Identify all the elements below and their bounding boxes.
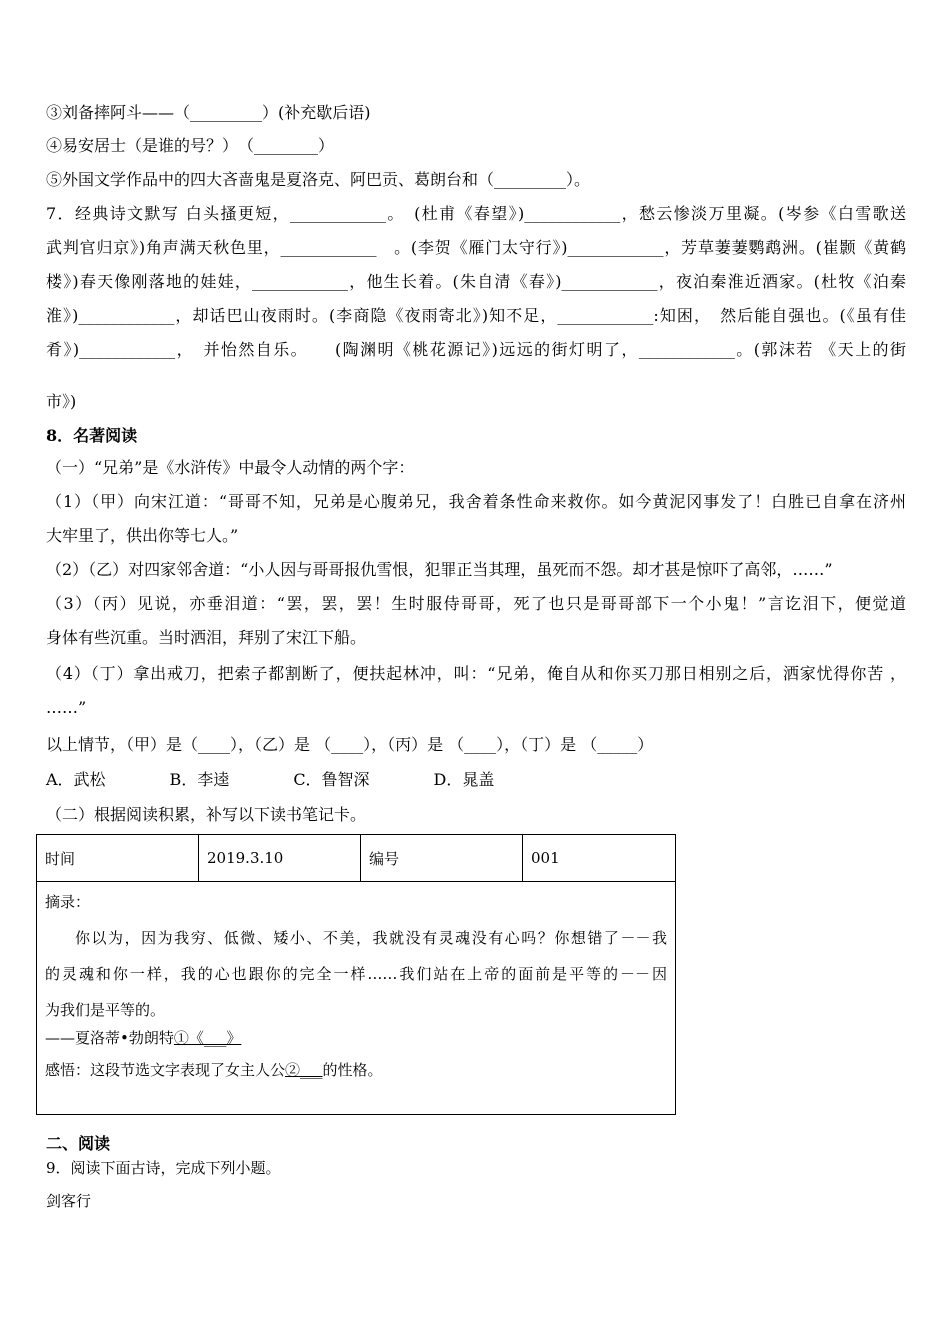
text-line: 淮》)____________，却话巴山夜雨时。(李商隐《夜雨寄北》)知不足，____________:知困， 然后能自强也。(《虽有佳 bbox=[46, 306, 906, 325]
insight-blank: ②___ bbox=[285, 1061, 323, 1079]
text-line: A．武松 B．李逵 C．鲁智深 D．晁盖 bbox=[46, 770, 495, 789]
poem-title: 剑客行 bbox=[46, 1192, 92, 1210]
id-value: 001 bbox=[523, 835, 676, 882]
text-line: 楼》)春天像刚落地的娃娃，____________，他生长着。(朱自清《春》)____________，夜泊秦淮近酒家。(杜牧《泊秦 bbox=[46, 272, 906, 291]
text-line: 大牢里了，供出你等七人。” bbox=[46, 526, 239, 545]
text-line: 肴》)____________， 并怡然自乐。 (陶渊明《桃花源记》)远远的街灯明了，____________。(郭沫若 《天上的街 bbox=[46, 340, 906, 359]
text-line: ⑤外国文学作品中的四大吝啬鬼是夏洛克、阿巴贡、葛朗台和（_________）。 bbox=[46, 170, 591, 189]
text-line: 8．名著阅读 bbox=[46, 426, 138, 445]
text-line: 市》) bbox=[46, 392, 77, 411]
excerpt-line: 的灵魂和你一样，我的心也跟你的完全一样……我们站在上帝的面前是平等的－－因 bbox=[45, 965, 667, 983]
time-label: 时间 bbox=[37, 835, 199, 882]
excerpt-line: 为我们是平等的。 bbox=[45, 1001, 166, 1019]
text-line: （4）（丁）拿出戒刀，把索子都割断了，便扶起林冲，叫：“兄弟，俺自从和你买刀那日相别之后，洒家忧得你苦 ， bbox=[46, 664, 906, 683]
source-blank: ①《___》 bbox=[173, 1029, 242, 1047]
text-line: 7．经典诗文默写 白头搔更短，____________。 (杜甫《春望》)____________，愁云惨淡万里凝。(岑参《白雪歌送 bbox=[46, 204, 906, 223]
text-line: （一）“兄弟”是《水浒传》中最令人动情的两个字： bbox=[46, 458, 415, 477]
text-line: （二）根据阅读积累，补写以下读书笔记卡。 bbox=[46, 805, 367, 824]
insight-suffix: 的性格。 bbox=[322, 1061, 383, 1079]
text-line: （2）（乙）对四家邻舍道：“小人因与哥哥报仇雪恨，犯罪正当其理，虽死而不怨。却才甚是惊吓了高邻，……” bbox=[46, 560, 833, 579]
time-value: 2019.3.10 bbox=[199, 835, 361, 882]
excerpt-line: 你以为，因为我穷、低微、矮小、不美，我就没有灵魂没有心吗？你想错了－－我 bbox=[75, 929, 667, 947]
text-line: ④易安居士（是谁的号？） （________） bbox=[46, 136, 335, 155]
reading-note-card bbox=[36, 834, 676, 1115]
text-line: 以上情节，（甲）是（____），（乙）是 （____），（丙）是 （____），（丁）是 （_____） bbox=[46, 735, 654, 754]
id-label: 编号 bbox=[361, 835, 523, 882]
text-line: （3）（丙）见说，亦垂泪道：“罢，罢，罢！生时服侍哥哥，死了也只是哥哥部下一个小鬼！”言讫泪下，便觉道 bbox=[46, 594, 906, 613]
text-line: 身体有些沉重。当时洒泪，拜别了宋江下船。 bbox=[46, 628, 367, 647]
text-line: （1）（甲）向宋江道：“哥哥不知，兄弟是心腹弟兄，我舍着条性命来救你。如今黄泥冈事发了！白胜已自拿在济州 bbox=[46, 492, 906, 511]
text-line: ③刘备摔阿斗——（_________）(补充歇后语) bbox=[46, 103, 371, 122]
text-line: ……” bbox=[46, 698, 87, 717]
insight-prefix: 感悟：这段节选文字表现了女主人公 bbox=[45, 1061, 286, 1079]
question-9: 9．阅读下面古诗，完成下列小题。 bbox=[46, 1159, 281, 1177]
source-author: ——夏洛蒂•勃朗特 bbox=[45, 1029, 174, 1047]
excerpt-label: 摘录： bbox=[45, 893, 91, 911]
section-heading: 二、阅读 bbox=[46, 1134, 111, 1153]
text-line: 武判官归京》)角声满天秋色里，____________ 。(李贺《雁门太守行》)____________，芳草萋萋鹦鹉洲。(崔颢《黄鹤 bbox=[46, 238, 906, 257]
